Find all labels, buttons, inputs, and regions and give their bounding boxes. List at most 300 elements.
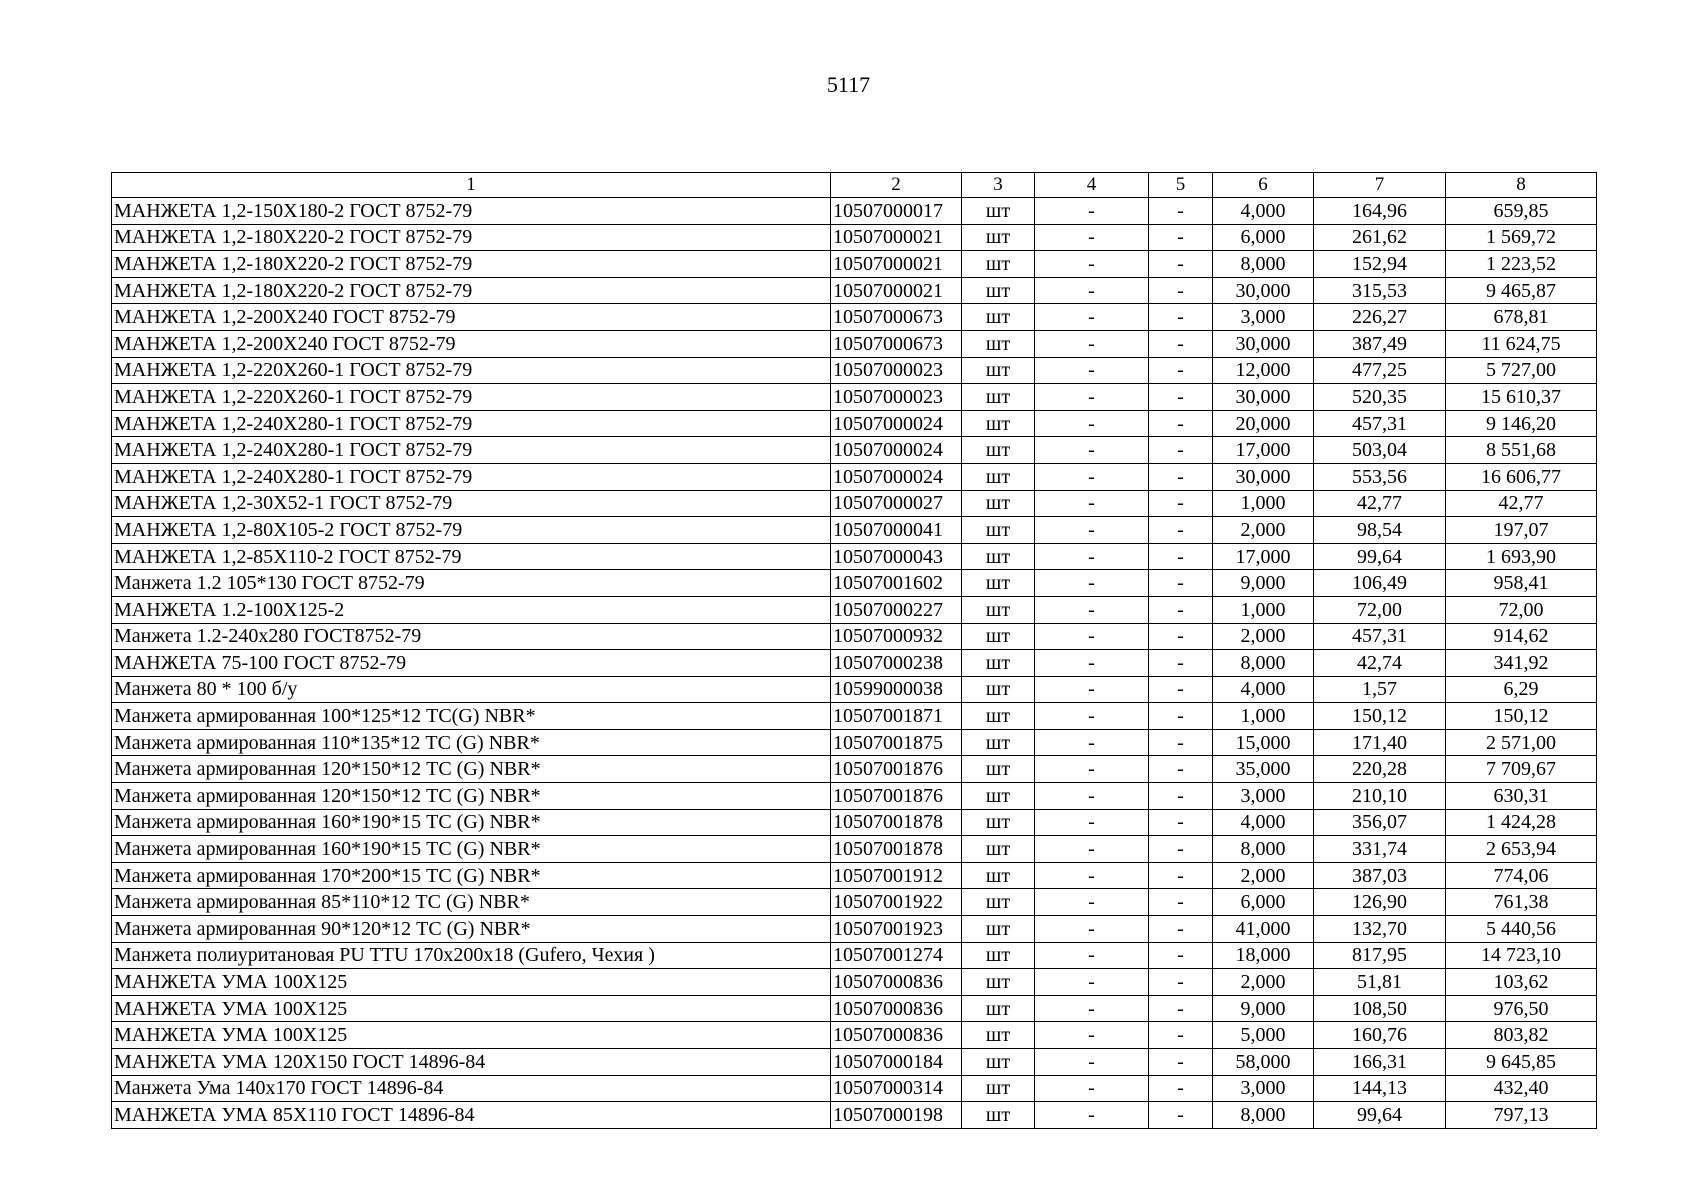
table-row [112,756,1597,783]
unit-cell: шт [962,1049,1035,1076]
item-name-cell: МАНЖЕТА 1,2-85Х110-2 ГОСТ 8752-79 [112,543,831,570]
price-cell: 99,64 [1314,543,1446,570]
quantity-cell: 2,000 [1213,862,1314,889]
amount-cell: 1 569,72 [1446,224,1597,251]
price-cell: 144,13 [1314,1075,1446,1102]
amount-cell: 15 610,37 [1446,384,1597,411]
item-code-cell: 10507000024 [831,410,962,437]
column-4-cell: - [1035,570,1149,597]
table-row [112,357,1597,384]
unit-cell: шт [962,756,1035,783]
quantity-cell: 17,000 [1213,543,1314,570]
column-4-cell: - [1035,410,1149,437]
column-5-cell: - [1149,224,1213,251]
item-code-cell: 10507000043 [831,543,962,570]
column-4-cell: - [1035,862,1149,889]
table-row [112,198,1597,225]
amount-cell: 774,06 [1446,862,1597,889]
item-code-cell: 10507000673 [831,330,962,357]
item-name-cell: Манжета армированная 170*200*15 TC (G) NBR* [112,862,831,889]
column-5-cell: - [1149,1022,1213,1049]
column-5-cell: - [1149,1075,1213,1102]
column-4-cell: - [1035,384,1149,411]
amount-cell: 103,62 [1446,969,1597,996]
unit-cell: шт [962,889,1035,916]
column-4-cell: - [1035,304,1149,331]
price-cell: 261,62 [1314,224,1446,251]
price-cell: 150,12 [1314,703,1446,730]
item-name-cell: МАНЖЕТА 1,2-150Х180-2 ГОСТ 8752-79 [112,198,831,225]
unit-cell: шт [962,224,1035,251]
column-5-cell: - [1149,783,1213,810]
price-cell: 164,96 [1314,198,1446,225]
table-row [112,384,1597,411]
quantity-cell: 17,000 [1213,437,1314,464]
amount-cell: 9 146,20 [1446,410,1597,437]
table-row [112,862,1597,889]
column-5-cell: - [1149,543,1213,570]
item-code-cell: 10507001875 [831,729,962,756]
item-name-cell: МАНЖЕТА 1,2-240Х280-1 ГОСТ 8752-79 [112,463,831,490]
item-code-cell: 10507001912 [831,862,962,889]
item-name-cell: МАНЖЕТА УМА 100Х125 [112,995,831,1022]
item-name-cell: Манжета армированная 160*190*15 TC (G) NBR* [112,836,831,863]
item-name-cell: МАНЖЕТА 1,2-200Х240 ГОСТ 8752-79 [112,330,831,357]
column-4-cell: - [1035,251,1149,278]
item-code-cell: 10507000314 [831,1075,962,1102]
item-code-cell: 10507000836 [831,995,962,1022]
column-header-3: 3 [962,173,1035,198]
item-name-cell: Манжета армированная 100*125*12 TC(G) NBR* [112,703,831,730]
column-4-cell: - [1035,676,1149,703]
amount-cell: 11 624,75 [1446,330,1597,357]
unit-cell: шт [962,1075,1035,1102]
amount-cell: 1 693,90 [1446,543,1597,570]
column-4-cell: - [1035,330,1149,357]
quantity-cell: 3,000 [1213,304,1314,331]
table-row [112,889,1597,916]
item-name-cell: МАНЖЕТА 1,2-240Х280-1 ГОСТ 8752-79 [112,437,831,464]
item-name-cell: Манжета армированная 85*110*12 TC (G) NBR* [112,889,831,916]
price-cell: 42,77 [1314,490,1446,517]
item-name-cell: МАНЖЕТА 1.2-100Х125-2 [112,596,831,623]
quantity-cell: 4,000 [1213,809,1314,836]
column-4-cell: - [1035,517,1149,544]
column-5-cell: - [1149,809,1213,836]
item-name-cell: Манжета 1.2-240х280 ГОСТ8752-79 [112,623,831,650]
item-code-cell: 10507000023 [831,357,962,384]
quantity-cell: 30,000 [1213,463,1314,490]
table-row [112,304,1597,331]
amount-cell: 341,92 [1446,650,1597,677]
column-5-cell: - [1149,942,1213,969]
item-code-cell: 10507000041 [831,517,962,544]
item-name-cell: Манжета армированная 120*150*12 TC (G) NBR* [112,783,831,810]
unit-cell: шт [962,251,1035,278]
column-5-cell: - [1149,437,1213,464]
quantity-cell: 18,000 [1213,942,1314,969]
quantity-cell: 5,000 [1213,1022,1314,1049]
column-5-cell: - [1149,384,1213,411]
unit-cell: шт [962,543,1035,570]
item-code-cell: 10507000024 [831,437,962,464]
column-5-cell: - [1149,1102,1213,1129]
column-5-cell: - [1149,277,1213,304]
column-header-7: 7 [1314,173,1446,198]
amount-cell: 14 723,10 [1446,942,1597,969]
header-row [112,173,1597,198]
item-code-cell: 10507000027 [831,490,962,517]
unit-cell: шт [962,969,1035,996]
item-name-cell: МАНЖЕТА 1,2-180Х220-2 ГОСТ 8752-79 [112,277,831,304]
quantity-cell: 8,000 [1213,1102,1314,1129]
item-name-cell: Манжета 80 * 100 б/у [112,676,831,703]
price-cell: 210,10 [1314,783,1446,810]
column-4-cell: - [1035,1075,1149,1102]
page-number: 5117 [826,72,871,97]
quantity-cell: 4,000 [1213,676,1314,703]
unit-cell: шт [962,703,1035,730]
item-code-cell: 10507000227 [831,596,962,623]
item-name-cell: Манжета армированная 160*190*15 TC (G) NBR* [112,809,831,836]
price-cell: 98,54 [1314,517,1446,544]
price-cell: 108,50 [1314,995,1446,1022]
item-code-cell: 10507001923 [831,916,962,943]
column-5-cell: - [1149,862,1213,889]
column-4-cell: - [1035,357,1149,384]
column-5-cell: - [1149,995,1213,1022]
column-header-8: 8 [1446,173,1597,198]
item-code-cell: 10507000238 [831,650,962,677]
price-cell: 106,49 [1314,570,1446,597]
item-code-cell: 10507000198 [831,1102,962,1129]
unit-cell: шт [962,783,1035,810]
item-name-cell: МАНЖЕТА 1,2-180Х220-2 ГОСТ 8752-79 [112,251,831,278]
table-row [112,916,1597,943]
unit-cell: шт [962,596,1035,623]
amount-cell: 5 440,56 [1446,916,1597,943]
column-4-cell: - [1035,1102,1149,1129]
amount-cell: 2 571,00 [1446,729,1597,756]
item-code-cell: 10507001876 [831,783,962,810]
amount-cell: 42,77 [1446,490,1597,517]
table-row [112,570,1597,597]
table-row [112,995,1597,1022]
item-name-cell: МАНЖЕТА 1,2-30Х52-1 ГОСТ 8752-79 [112,490,831,517]
quantity-cell: 30,000 [1213,277,1314,304]
column-4-cell: - [1035,916,1149,943]
quantity-cell: 1,000 [1213,703,1314,730]
item-name-cell: МАНЖЕТА УМА 120Х150 ГОСТ 14896-84 [112,1049,831,1076]
quantity-cell: 20,000 [1213,410,1314,437]
item-name-cell: МАНЖЕТА УМА 100Х125 [112,1022,831,1049]
unit-cell: шт [962,463,1035,490]
table-row [112,1022,1597,1049]
amount-cell: 197,07 [1446,517,1597,544]
table-row [112,517,1597,544]
item-name-cell: Манжета 1.2 105*130 ГОСТ 8752-79 [112,570,831,597]
quantity-cell: 1,000 [1213,596,1314,623]
quantity-cell: 8,000 [1213,251,1314,278]
item-code-cell: 10507001876 [831,756,962,783]
quantity-cell: 9,000 [1213,995,1314,1022]
unit-cell: шт [962,384,1035,411]
column-4-cell: - [1035,703,1149,730]
table-row [112,729,1597,756]
column-5-cell: - [1149,570,1213,597]
table-body [112,198,1597,1129]
item-code-cell: 10599000038 [831,676,962,703]
item-name-cell: МАНЖЕТА 1,2-220Х260-1 ГОСТ 8752-79 [112,357,831,384]
column-5-cell: - [1149,490,1213,517]
table-row [112,1102,1597,1129]
unit-cell: шт [962,942,1035,969]
item-name-cell: МАНЖЕТА УМА 85Х110 ГОСТ 14896-84 [112,1102,831,1129]
price-cell: 152,94 [1314,251,1446,278]
unit-cell: шт [962,437,1035,464]
price-cell: 520,35 [1314,384,1446,411]
price-cell: 226,27 [1314,304,1446,331]
column-4-cell: - [1035,729,1149,756]
unit-cell: шт [962,916,1035,943]
column-4-cell: - [1035,650,1149,677]
unit-cell: шт [962,729,1035,756]
amount-cell: 1 424,28 [1446,809,1597,836]
quantity-cell: 9,000 [1213,570,1314,597]
price-cell: 51,81 [1314,969,1446,996]
unit-cell: шт [962,995,1035,1022]
quantity-cell: 8,000 [1213,836,1314,863]
quantity-cell: 6,000 [1213,224,1314,251]
quantity-cell: 4,000 [1213,198,1314,225]
quantity-cell: 12,000 [1213,357,1314,384]
unit-cell: шт [962,410,1035,437]
column-4-cell: - [1035,198,1149,225]
amount-cell: 659,85 [1446,198,1597,225]
column-5-cell: - [1149,463,1213,490]
quantity-cell: 58,000 [1213,1049,1314,1076]
amount-cell: 5 727,00 [1446,357,1597,384]
price-cell: 503,04 [1314,437,1446,464]
item-name-cell: МАНЖЕТА 1,2-80Х105-2 ГОСТ 8752-79 [112,517,831,544]
item-name-cell: Манжета Ума 140х170 ГОСТ 14896-84 [112,1075,831,1102]
quantity-cell: 41,000 [1213,916,1314,943]
item-code-cell: 10507000673 [831,304,962,331]
column-4-cell: - [1035,277,1149,304]
column-5-cell: - [1149,198,1213,225]
column-5-cell: - [1149,251,1213,278]
amount-cell: 6,29 [1446,676,1597,703]
column-header-6: 6 [1213,173,1314,198]
item-name-cell: Манжета полиуритановая PU TTU 170х200х18 (Gufero, Чехия ) [112,942,831,969]
unit-cell: шт [962,676,1035,703]
amount-cell: 432,40 [1446,1075,1597,1102]
item-code-cell: 10507001878 [831,809,962,836]
item-code-cell: 10507000021 [831,224,962,251]
price-cell: 160,76 [1314,1022,1446,1049]
amount-cell: 1 223,52 [1446,251,1597,278]
item-name-cell: МАНЖЕТА 1,2-240Х280-1 ГОСТ 8752-79 [112,410,831,437]
column-4-cell: - [1035,969,1149,996]
column-5-cell: - [1149,916,1213,943]
amount-cell: 8 551,68 [1446,437,1597,464]
column-5-cell: - [1149,969,1213,996]
unit-cell: шт [962,490,1035,517]
column-header-5: 5 [1149,173,1213,198]
column-5-cell: - [1149,650,1213,677]
column-5-cell: - [1149,304,1213,331]
quantity-cell: 35,000 [1213,756,1314,783]
column-5-cell: - [1149,729,1213,756]
quantity-cell: 6,000 [1213,889,1314,916]
item-name-cell: Манжета армированная 120*150*12 TC (G) NBR* [112,756,831,783]
item-name-cell: МАНЖЕТА УМА 100Х125 [112,969,831,996]
unit-cell: шт [962,836,1035,863]
item-code-cell: 10507000184 [831,1049,962,1076]
column-5-cell: - [1149,596,1213,623]
column-5-cell: - [1149,410,1213,437]
amount-cell: 630,31 [1446,783,1597,810]
table-row [112,942,1597,969]
column-header-4: 4 [1035,173,1149,198]
column-5-cell: - [1149,357,1213,384]
price-cell: 331,74 [1314,836,1446,863]
column-4-cell: - [1035,942,1149,969]
column-header-1: 1 [112,173,831,198]
column-5-cell: - [1149,756,1213,783]
quantity-cell: 1,000 [1213,490,1314,517]
amount-cell: 958,41 [1446,570,1597,597]
table-row [112,596,1597,623]
item-code-cell: 10507000017 [831,198,962,225]
column-5-cell: - [1149,517,1213,544]
price-cell: 387,03 [1314,862,1446,889]
price-cell: 387,49 [1314,330,1446,357]
unit-cell: шт [962,623,1035,650]
inventory-table [111,172,1597,1129]
amount-cell: 797,13 [1446,1102,1597,1129]
column-4-cell: - [1035,809,1149,836]
unit-cell: шт [962,650,1035,677]
price-cell: 99,64 [1314,1102,1446,1129]
column-4-cell: - [1035,1022,1149,1049]
quantity-cell: 30,000 [1213,330,1314,357]
quantity-cell: 3,000 [1213,1075,1314,1102]
price-cell: 166,31 [1314,1049,1446,1076]
item-code-cell: 10507000836 [831,1022,962,1049]
item-name-cell: МАНЖЕТА 75-100 ГОСТ 8752-79 [112,650,831,677]
column-5-cell: - [1149,889,1213,916]
table-row [112,251,1597,278]
table-row [112,1075,1597,1102]
column-4-cell: - [1035,224,1149,251]
table-row [112,437,1597,464]
unit-cell: шт [962,1022,1035,1049]
price-cell: 477,25 [1314,357,1446,384]
item-code-cell: 10507000021 [831,277,962,304]
column-4-cell: - [1035,756,1149,783]
amount-cell: 9 465,87 [1446,277,1597,304]
item-code-cell: 10507001274 [831,942,962,969]
quantity-cell: 2,000 [1213,517,1314,544]
table-row [112,463,1597,490]
item-code-cell: 10507000023 [831,384,962,411]
table-row [112,410,1597,437]
item-code-cell: 10507000024 [831,463,962,490]
unit-cell: шт [962,330,1035,357]
unit-cell: шт [962,304,1035,331]
column-5-cell: - [1149,836,1213,863]
quantity-cell: 3,000 [1213,783,1314,810]
price-cell: 817,95 [1314,942,1446,969]
unit-cell: шт [962,277,1035,304]
amount-cell: 72,00 [1446,596,1597,623]
column-header-2: 2 [831,173,962,198]
table-row [112,277,1597,304]
item-code-cell: 10507001602 [831,570,962,597]
item-name-cell: МАНЖЕТА 1,2-180Х220-2 ГОСТ 8752-79 [112,224,831,251]
price-cell: 457,31 [1314,623,1446,650]
price-cell: 126,90 [1314,889,1446,916]
unit-cell: шт [962,862,1035,889]
amount-cell: 976,50 [1446,995,1597,1022]
table-row [112,650,1597,677]
table-row [112,1049,1597,1076]
table-row [112,836,1597,863]
table-row [112,543,1597,570]
amount-cell: 150,12 [1446,703,1597,730]
column-4-cell: - [1035,596,1149,623]
column-5-cell: - [1149,330,1213,357]
column-4-cell: - [1035,623,1149,650]
price-cell: 171,40 [1314,729,1446,756]
table-row [112,330,1597,357]
column-5-cell: - [1149,676,1213,703]
column-4-cell: - [1035,995,1149,1022]
price-cell: 72,00 [1314,596,1446,623]
amount-cell: 7 709,67 [1446,756,1597,783]
column-4-cell: - [1035,437,1149,464]
price-cell: 315,53 [1314,277,1446,304]
table-row [112,676,1597,703]
column-4-cell: - [1035,463,1149,490]
quantity-cell: 2,000 [1213,623,1314,650]
price-cell: 1,57 [1314,676,1446,703]
item-code-cell: 10507001878 [831,836,962,863]
table-row [112,490,1597,517]
unit-cell: шт [962,198,1035,225]
unit-cell: шт [962,517,1035,544]
column-4-cell: - [1035,889,1149,916]
column-4-cell: - [1035,836,1149,863]
amount-cell: 9 645,85 [1446,1049,1597,1076]
column-5-cell: - [1149,703,1213,730]
item-name-cell: Манжета армированная 110*135*12 TC (G) NBR* [112,729,831,756]
table-row [112,969,1597,996]
table-row [112,783,1597,810]
item-code-cell: 10507001922 [831,889,962,916]
item-code-cell: 10507000836 [831,969,962,996]
column-4-cell: - [1035,783,1149,810]
quantity-cell: 30,000 [1213,384,1314,411]
item-code-cell: 10507000932 [831,623,962,650]
price-cell: 553,56 [1314,463,1446,490]
table-row [112,703,1597,730]
column-5-cell: - [1149,623,1213,650]
amount-cell: 914,62 [1446,623,1597,650]
amount-cell: 803,82 [1446,1022,1597,1049]
item-name-cell: МАНЖЕТА 1,2-220Х260-1 ГОСТ 8752-79 [112,384,831,411]
